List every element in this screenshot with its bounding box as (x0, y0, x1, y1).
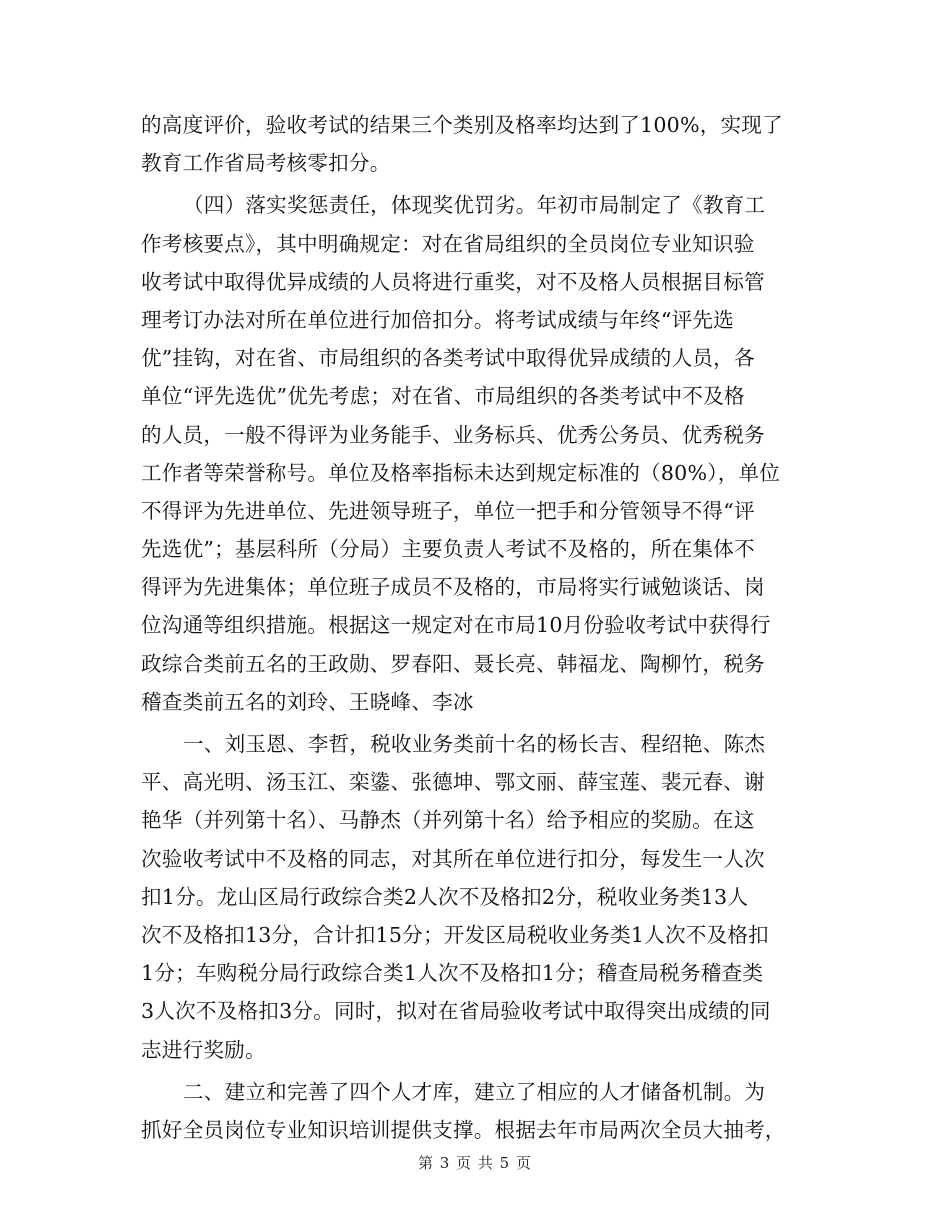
text-line: 先选优”；基层科所（分局）主要负责人考试不及格的，所在集体不 (141, 537, 755, 562)
body-text (141, 106, 813, 1149)
text-line: 志进行奖励。 (141, 1037, 266, 1062)
paragraph-start-line: 一、刘玉恩、李哲，税收业务类前十名的杨长吉、程绍艳、陈杰 (183, 732, 766, 756)
text-line: 收考试中取得优异成绩的人员将进行重奖，对不及格人员根据目标管 (141, 269, 765, 294)
text-line: 不得评为先进单位、先进领导班子，单位一把手和分管领导不得“评 (141, 498, 755, 523)
text-line: 单位“评先选优”优先考虑；对在省、市局组织的各类考试中不及格 (141, 384, 745, 409)
text-line: 政综合类前五名的王政勋、罗春阳、聂长亮、韩福龙、陶柳竹，税务 (141, 651, 765, 676)
text-line: 稽查类前五名的刘玲、王晓峰、李冰 (141, 689, 474, 714)
text-line: 抓好全员岗位专业知识培训提供支撑。根据去年市局两次全员大抽考， (141, 1117, 786, 1142)
text-line: 工作者等荣誉称号。单位及格率指标未达到规定标准的（80%），单位 (141, 460, 781, 485)
text-line: 次验收考试中不及格的同志，对其所在单位进行扣分，每发生一人次 (141, 846, 765, 871)
text-line: 教育工作省局考核零扣分。 (141, 151, 391, 176)
text-line: 理考订办法对所在单位进行加倍扣分。将考试成绩与年终“评先选 (141, 307, 734, 332)
text-line: 作考核要点》，其中明确规定：对在省局组织的全员岗位专业知识验 (141, 231, 755, 256)
text-line: 的人员，一般不得评为业务能手、业务标兵、优秀公务员、优秀税务 (141, 422, 765, 447)
text-line: 扣1分。龙山区局行政综合类2人次不及格扣2分，税收业务类13人 (141, 884, 749, 909)
page-number-footer: 第 3 页 共 5 页 (418, 1154, 532, 1172)
paragraph-start-line: （四）落实奖惩责任，体现奖优罚劣。年初市局制定了《教育工 (183, 193, 766, 218)
text-line: 3人次不及格扣3分。同时，拟对在省局验收考试中取得突出成绩的同 (141, 999, 771, 1024)
text-line: 平、高光明、汤玉江、栾鍌、张德坤、鄂文丽、薛宝莲、裴元春、谢 (141, 770, 765, 795)
text-line: 艳华（并列第十名）、马静杰（并列第十名）给予相应的奖励。在这 (141, 808, 755, 833)
paragraph-start-line: 二、建立和完善了四个人才库，建立了相应的人才储备机制。为 (183, 1079, 766, 1104)
text-line: 位沟通等组织措施。根据这一规定对在市局10月份验收考试中获得行 (141, 613, 771, 638)
text-line: 优”挂钩，对在省、市局组织的各类考试中取得优异成绩的人员，各 (141, 346, 755, 371)
text-line: 的高度评价，验收考试的结果三个类别及格率均达到了100%，实现了 (141, 113, 783, 137)
text-line: 得评为先进集体；单位班子成员不及格的，市局将实行诫勉谈话、岗 (141, 575, 765, 600)
text-line: 1分；车购税分局行政综合类1人次不及格扣1分；稽查局税务稽查类 (141, 961, 764, 986)
text-line: 次不及格扣13分，合计扣15分；开发区局税收业务类1人次不及格扣 (141, 922, 769, 947)
